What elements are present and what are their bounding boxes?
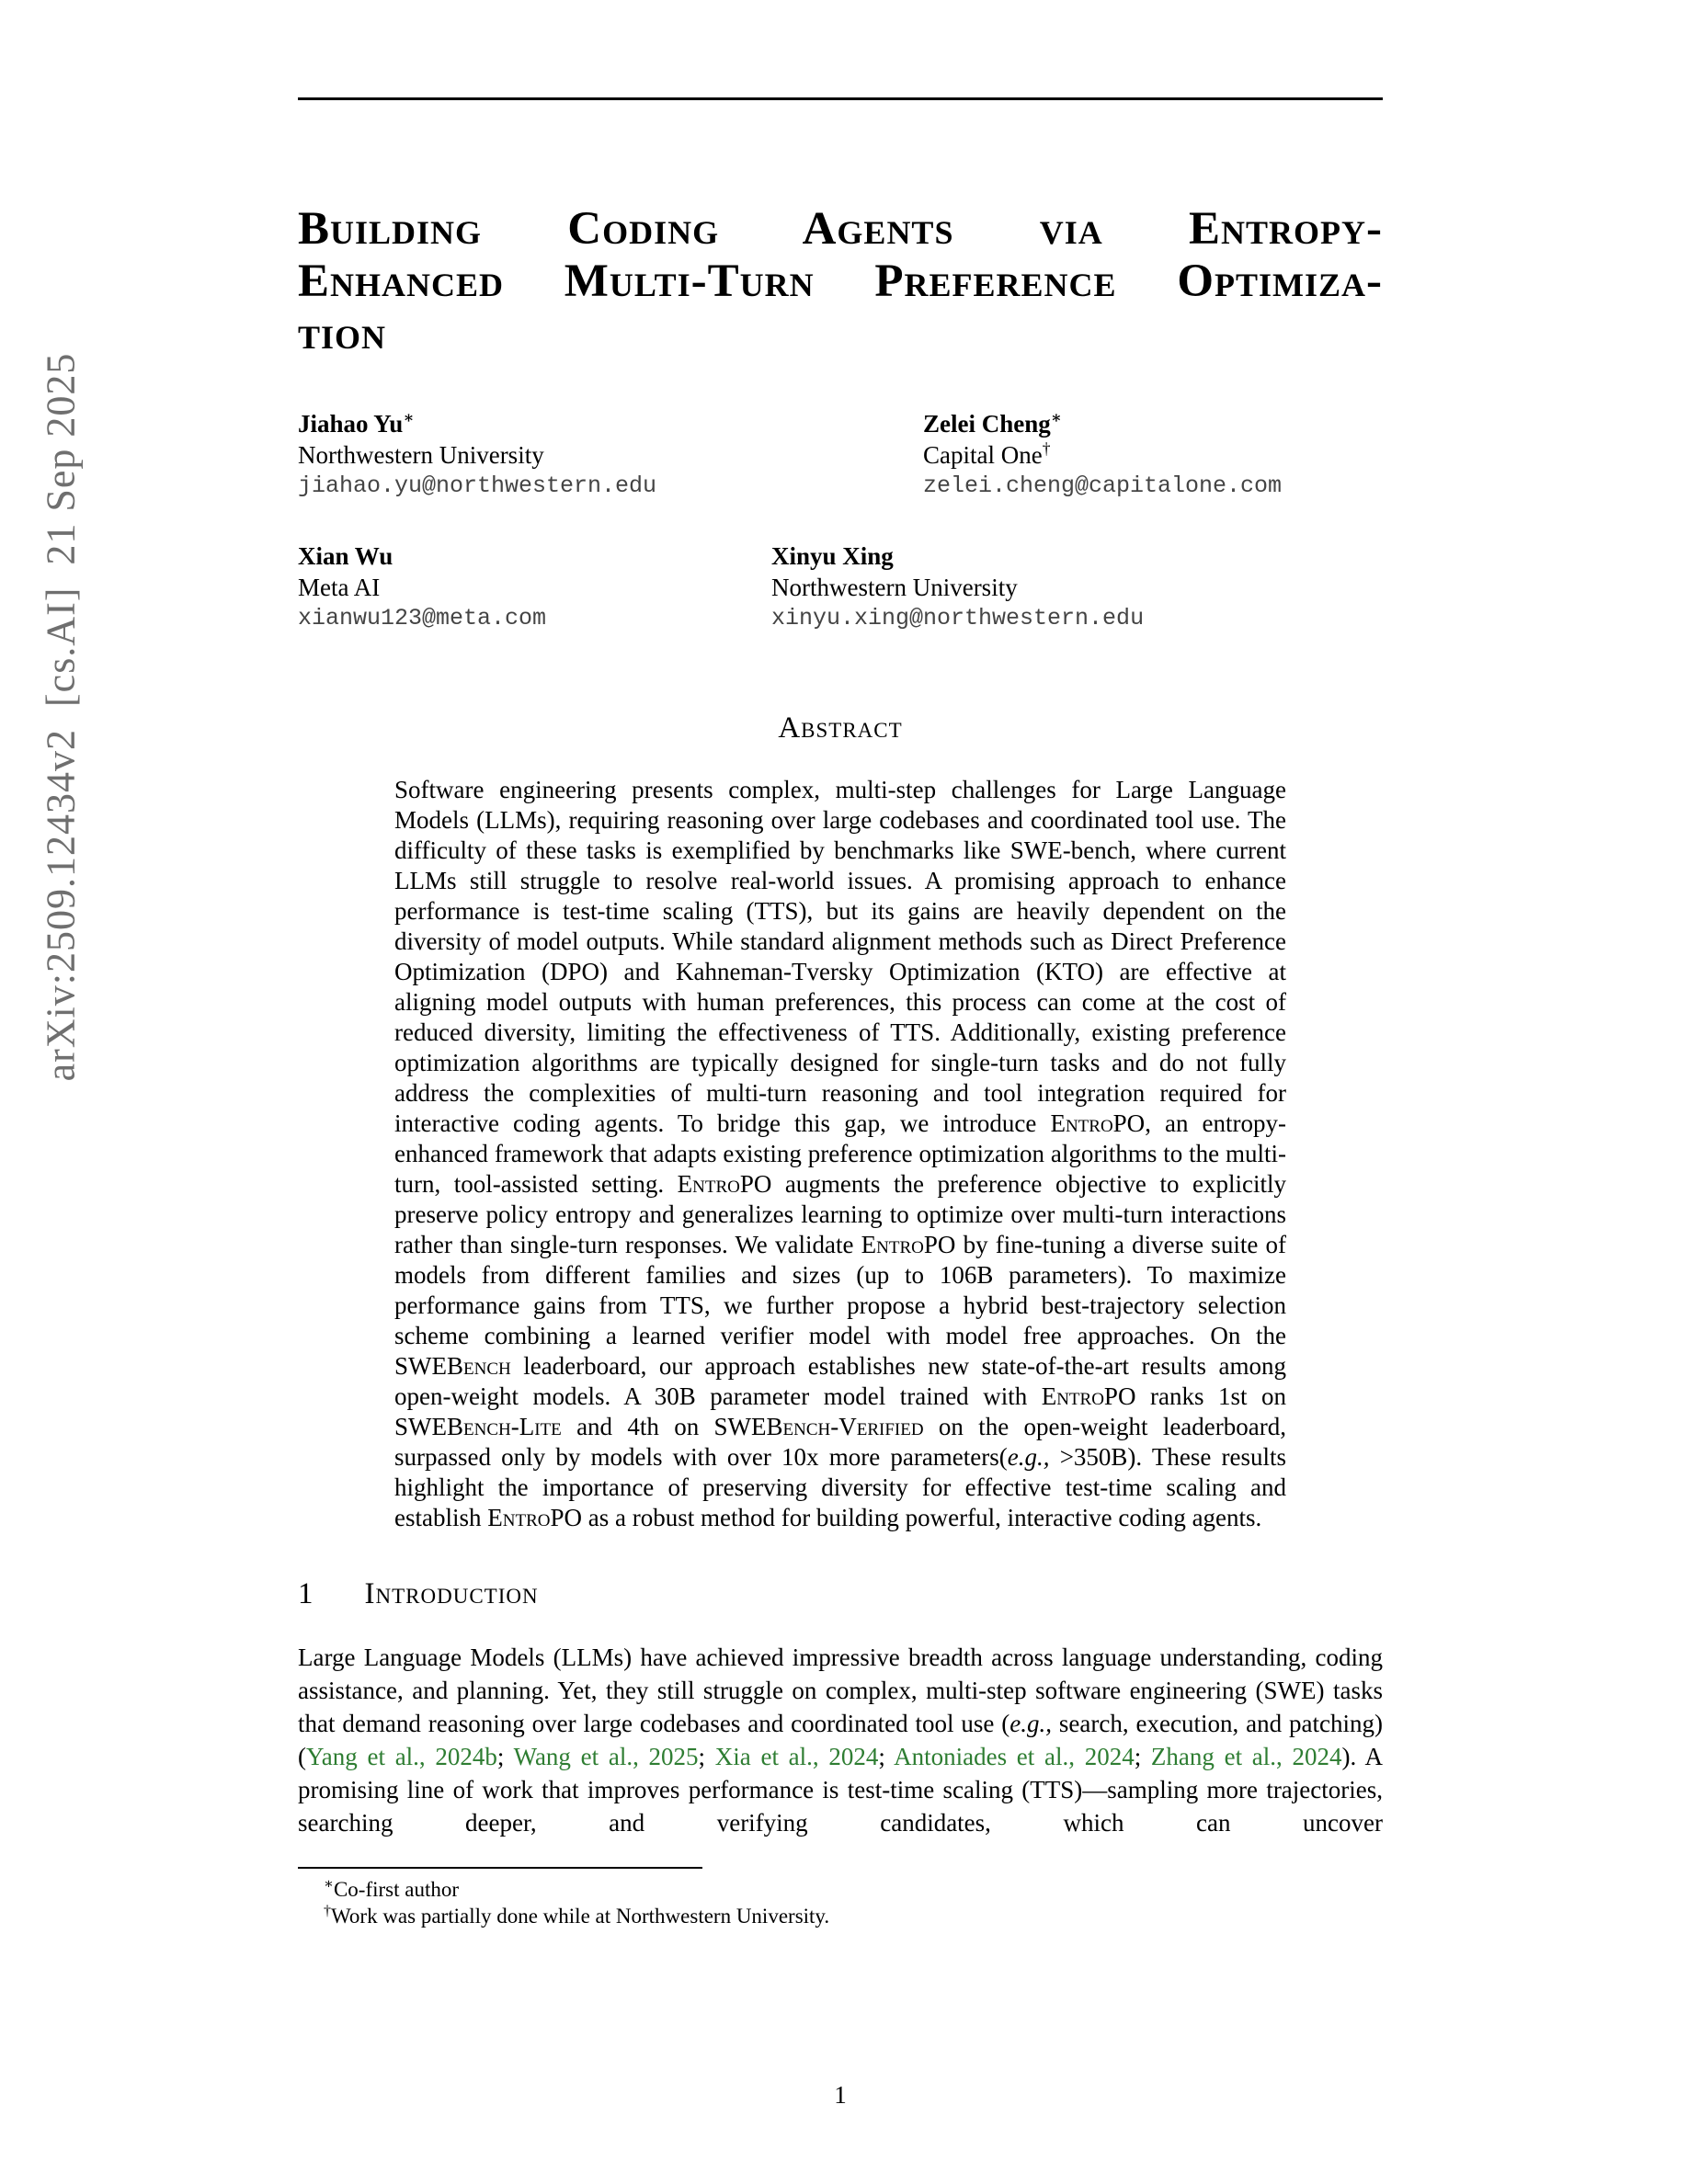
- text-segment: SWEBench: [394, 1352, 511, 1380]
- abstract-body: [394, 775, 1286, 1533]
- author-name-text: Jiahao Yu: [298, 410, 404, 438]
- text-segment: EntroPO: [1041, 1382, 1136, 1410]
- affiliation-text: Northwestern University: [298, 441, 544, 469]
- author-affiliation: [298, 439, 923, 471]
- text-segment: ranks 1st on: [1135, 1382, 1286, 1410]
- citation-link[interactable]: Zhang et al., 2024: [1150, 1743, 1342, 1770]
- text-segment: Large Language Models (LLMs) have achieved impressive breadth across language understanding, coding assistance, and planning. Yet, they still struggle on complex, multi-step software engineering (SWE) tasks that demand reasoning over large codebases and coordinated tool use (: [298, 1644, 1383, 1737]
- introduction-paragraph: [298, 1641, 1383, 1839]
- affiliation-mark: †: [1042, 439, 1051, 458]
- authors-row-2: [298, 540, 1383, 634]
- author-name-text: Xian Wu: [298, 542, 393, 570]
- text-segment: search, execution, and patching) (: [298, 1710, 1383, 1770]
- text-segment: Software engineering presents complex, multi-step challenges for Large Language Models (LLMs), requiring reasoning over large codebases and coordinated tool use. The difficulty of these tasks is exemplified by benchmarks like SWE-bench, where current LLMs still struggle to resolve real-world issues. A promising approach to enhance performance is test-time scaling (TTS), but its gains are heavily dependent on the diversity of model outputs. While standard alignment methods such as Direct Preference Optimization (DPO) and Kahneman-Tversky Optimization (KTO) are effective at aligning model outputs with human preferences, this process can come at the cost of reduced diversity, limiting the effectiveness of TTS. Additionally, existing preference optimization algorithms are typically designed for single-turn tasks and do not fully address the complexities of multi-turn reasoning and tool integration required for interactive coding agents. To bridge this gap, we introduce: [394, 776, 1286, 1137]
- text-segment: augments the preference objective to explicitly preserve policy entropy and generalizes learning to optimize over multi-turn interactions rather than single-turn responses. We validate: [394, 1170, 1286, 1258]
- section-1-heading: [298, 1577, 1383, 1611]
- author-xian-wu: [298, 540, 771, 634]
- footnote-mark: †: [324, 1903, 332, 1919]
- abstract-section: [298, 711, 1383, 1533]
- title-line-1: Building Coding Agents via Entropy-: [298, 203, 1383, 255]
- text-segment: e.g.,: [1009, 1710, 1053, 1737]
- author-email: xianwu123@meta.com: [298, 605, 547, 631]
- text-segment: as a robust method for building powerful, interactive coding agents.: [581, 1504, 1262, 1531]
- authors-row-1: [298, 408, 1383, 502]
- author-name: [298, 408, 923, 439]
- text-segment: EntroPO: [677, 1170, 772, 1198]
- paper-title: [298, 203, 1383, 360]
- footnote-rule: [298, 1867, 702, 1869]
- title-line-2: Enhanced Multi-Turn Preference Optimiza-: [298, 256, 1383, 307]
- citation-link[interactable]: Xia et al., 2024: [714, 1743, 879, 1770]
- footnotes: [298, 1876, 1383, 1929]
- introduction-section: [298, 1577, 1383, 1839]
- author-affiliation: [923, 439, 1282, 471]
- footnote-text: Work was partially done while at Northwestern University.: [331, 1905, 830, 1928]
- author-jiahao-yu: [298, 408, 923, 502]
- citation-link[interactable]: Wang et al., 2025: [513, 1743, 699, 1770]
- text-segment: EntroPO: [861, 1231, 956, 1258]
- text-segment: by fine-tuning a diverse suite of models from different families and sizes (up to 106B parameters). To maximize performance gains from TTS, we further propose a hybrid best-trajectory selection scheme combining a learned verifier model with model free approaches. On the: [394, 1231, 1286, 1349]
- author-email: jiahao.yu@northwestern.edu: [298, 472, 657, 499]
- footnote-work-done: [298, 1903, 1383, 1929]
- text-segment: EntroPO: [1050, 1109, 1146, 1137]
- author-mark: ∗: [403, 408, 415, 427]
- text-segment: ;: [698, 1743, 715, 1770]
- author-mark: ∗: [1050, 408, 1062, 427]
- text-segment: ;: [1134, 1743, 1151, 1770]
- text-segment: SWEBench-Lite: [394, 1413, 562, 1440]
- author-zelei-cheng: [923, 408, 1282, 502]
- author-name-text: Xinyu Xing: [771, 542, 894, 570]
- paper-content: [298, 0, 1383, 1929]
- affiliation-text: Northwestern University: [771, 574, 1018, 601]
- footnote-text: Co-first author: [333, 1878, 460, 1901]
- text-segment: ;: [878, 1743, 895, 1770]
- affiliation-text: Meta AI: [298, 574, 381, 601]
- author-xinyu-xing: [771, 540, 1144, 634]
- text-segment: EntroPO: [487, 1504, 582, 1531]
- author-name: [923, 408, 1282, 439]
- section-number: 1: [298, 1577, 314, 1610]
- author-affiliation: [771, 572, 1144, 603]
- authors-block: [298, 408, 1383, 634]
- citation-link[interactable]: Yang et al., 2024b: [306, 1743, 497, 1770]
- text-segment: on the open-weight leaderboard, surpassed only by models with over 10x more parameters(: [394, 1413, 1286, 1471]
- author-name: [771, 540, 1144, 572]
- arxiv-watermark: arXiv:2509.12434v2 [cs.AI] 21 Sep 2025: [38, 352, 84, 1082]
- affiliation-text: Capital One: [923, 441, 1043, 469]
- footnote-mark: ∗: [324, 1876, 334, 1893]
- text-segment: >350B). These results highlight the importance of preserving diversity for effective test-time scaling and establish: [394, 1443, 1286, 1531]
- section-title: Introduction: [364, 1577, 539, 1610]
- text-segment: and 4th on: [561, 1413, 714, 1440]
- text-segment: ). A promising line of work that improves performance is test-time scaling (TTS)—sampling more trajectories, searching deeper, and verifying candidates, which can uncover: [298, 1743, 1383, 1837]
- text-segment: leaderboard, our approach establishes new state-of-the-art results among open-weight models. A 30B parameter model trained with: [394, 1352, 1286, 1410]
- title-line-3: tion: [298, 308, 387, 359]
- footnote-co-first-author: [298, 1876, 1383, 1903]
- top-rule: [298, 97, 1383, 100]
- text-segment: e.g.,: [1007, 1443, 1050, 1471]
- author-affiliation: [298, 572, 771, 603]
- author-name: [298, 540, 771, 572]
- abstract-heading: Abstract: [778, 711, 903, 745]
- citation-link[interactable]: Antoniades et al., 2024: [894, 1743, 1135, 1770]
- text-segment: SWEBench-Verified: [713, 1413, 924, 1440]
- author-name-text: Zelei Cheng: [923, 410, 1051, 438]
- author-email: xinyu.xing@northwestern.edu: [771, 605, 1145, 631]
- page-number: 1: [834, 2081, 847, 2109]
- text-segment: ;: [496, 1743, 514, 1770]
- text-segment: , an entropy-enhanced framework that adapts existing preference optimization algorithms to the multi-turn, tool-assisted setting.: [394, 1109, 1287, 1198]
- author-email: zelei.cheng@capitalone.com: [923, 472, 1283, 499]
